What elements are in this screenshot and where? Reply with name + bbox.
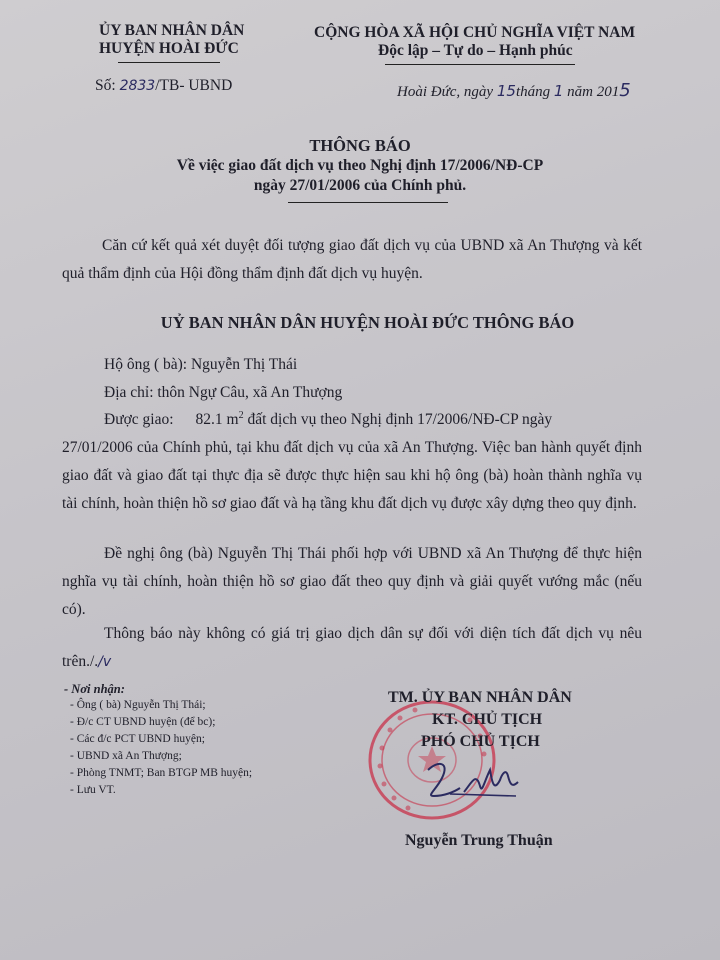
signature-line3: PHÓ CHỦ TỊCH (421, 733, 540, 750)
number-label: Số: (95, 77, 120, 94)
date-month: 1 (553, 82, 564, 100)
date-day: 15 (496, 82, 516, 100)
signer-name: Nguyễn Trung Thuận (405, 832, 553, 849)
allocated-continuation: 27/01/2006 của Chính phủ, tại khu đất dịch vụ của xã An Thượng. Việc ban hành quyết định giao đất và giao đất tại thực địa sẽ được thực hiện sau khi hộ ông (bà) hoàn thành nghĩa vụ tài chính, hoàn thiện hồ sơ giao đất và hạ tầng khu đất dịch vụ được xây dựng theo quy định. (62, 439, 642, 512)
announcement-heading: UỶ BAN NHÂN DÂN HUYỆN HOÀI ĐỨC THÔNG BÁO (160, 313, 575, 332)
title-underline (288, 202, 448, 203)
validity-mark: /v (98, 654, 112, 670)
handwritten-signature (420, 752, 530, 812)
recipient-item: - Đ/c CT UBND huyện (để bc); (70, 716, 216, 728)
allocated-area: 82.1 m (195, 411, 239, 429)
recipient-item: - Ông ( bà) Nguyễn Thị Thái; (70, 699, 206, 711)
recipient-item: - Lưu VT. (70, 784, 116, 796)
issuer-line1: ỦY BAN NHÂN DÂN (99, 22, 245, 39)
national-title: CỘNG HÒA XÃ HỘI CHỦ NGHĨA VIỆT NAM (314, 24, 636, 41)
issuer-line2: HUYỆN HOÀI ĐỨC (99, 40, 239, 57)
date-year-label: năm 201 (563, 84, 620, 100)
title-subject-line1: Về việc giao đất dịch vụ theo Nghị định 17/2006/NĐ-CP (176, 157, 544, 174)
address-line: Địa chỉ: thôn Ngự Câu, xã An Thượng (104, 384, 343, 401)
document-date (397, 80, 631, 101)
intro-paragraph: Căn cứ kết quả xét duyệt đối tượng giao đất dịch vụ của UBND xã An Thượng và kết quả thẩm định của Hội đồng thẩm định đất dịch vụ huyện. (62, 237, 642, 282)
request-paragraph: Đề nghị ông (bà) Nguyễn Thị Thái phối hợp với UBND xã An Thượng để thực hiện nghĩa vụ tài chính, hoàn thiện hồ sơ giao đất theo quy định và giải quyết vướng mắc (nếu có). (62, 545, 642, 618)
validity-paragraph (62, 620, 642, 676)
number-suffix: /TB- UBND (155, 77, 233, 94)
recipient-item: - Phòng TNMT; Ban BTGP MB huyện; (70, 767, 253, 779)
recipients-heading: - Nơi nhận: (64, 682, 125, 696)
title-subject-line2: ngày 27/01/2006 của Chính phủ. (253, 177, 467, 194)
signature-line1: TM. ỦY BAN NHÂN DÂN (388, 689, 572, 706)
recipient-item: - UBND xã An Thượng; (70, 750, 182, 762)
validity-text: Thông báo này không có giá trị giao dịch dân sự đối với diện tích đất dịch vụ nêu trên./. (62, 625, 642, 670)
household-line: Hộ ông ( bà): Nguyễn Thị Thái (104, 356, 298, 373)
national-motto: Độc lập – Tự do – Hạnh phúc (378, 42, 573, 59)
date-year-last: 5 (619, 80, 631, 101)
document-title: THÔNG BÁO (309, 136, 411, 155)
allocated-area-sup: 2 (238, 410, 244, 421)
signature-line2: KT. CHỦ TỊCH (432, 711, 543, 728)
number-handwritten: 2833 (119, 78, 156, 94)
allocated-label: Được giao: (104, 411, 174, 429)
recipient-item: - Các đ/c PCT UBND huyện; (70, 733, 205, 745)
motto-underline (385, 64, 575, 65)
date-prefix: Hoài Đức, ngày (397, 84, 497, 100)
allocated-rest: đất dịch vụ theo Nghị định 17/2006/NĐ-CP ngày (243, 411, 553, 429)
issuer-underline (118, 62, 220, 63)
date-month-label: tháng (515, 84, 554, 100)
allocated-first-line (104, 410, 552, 429)
document-number (95, 77, 232, 95)
